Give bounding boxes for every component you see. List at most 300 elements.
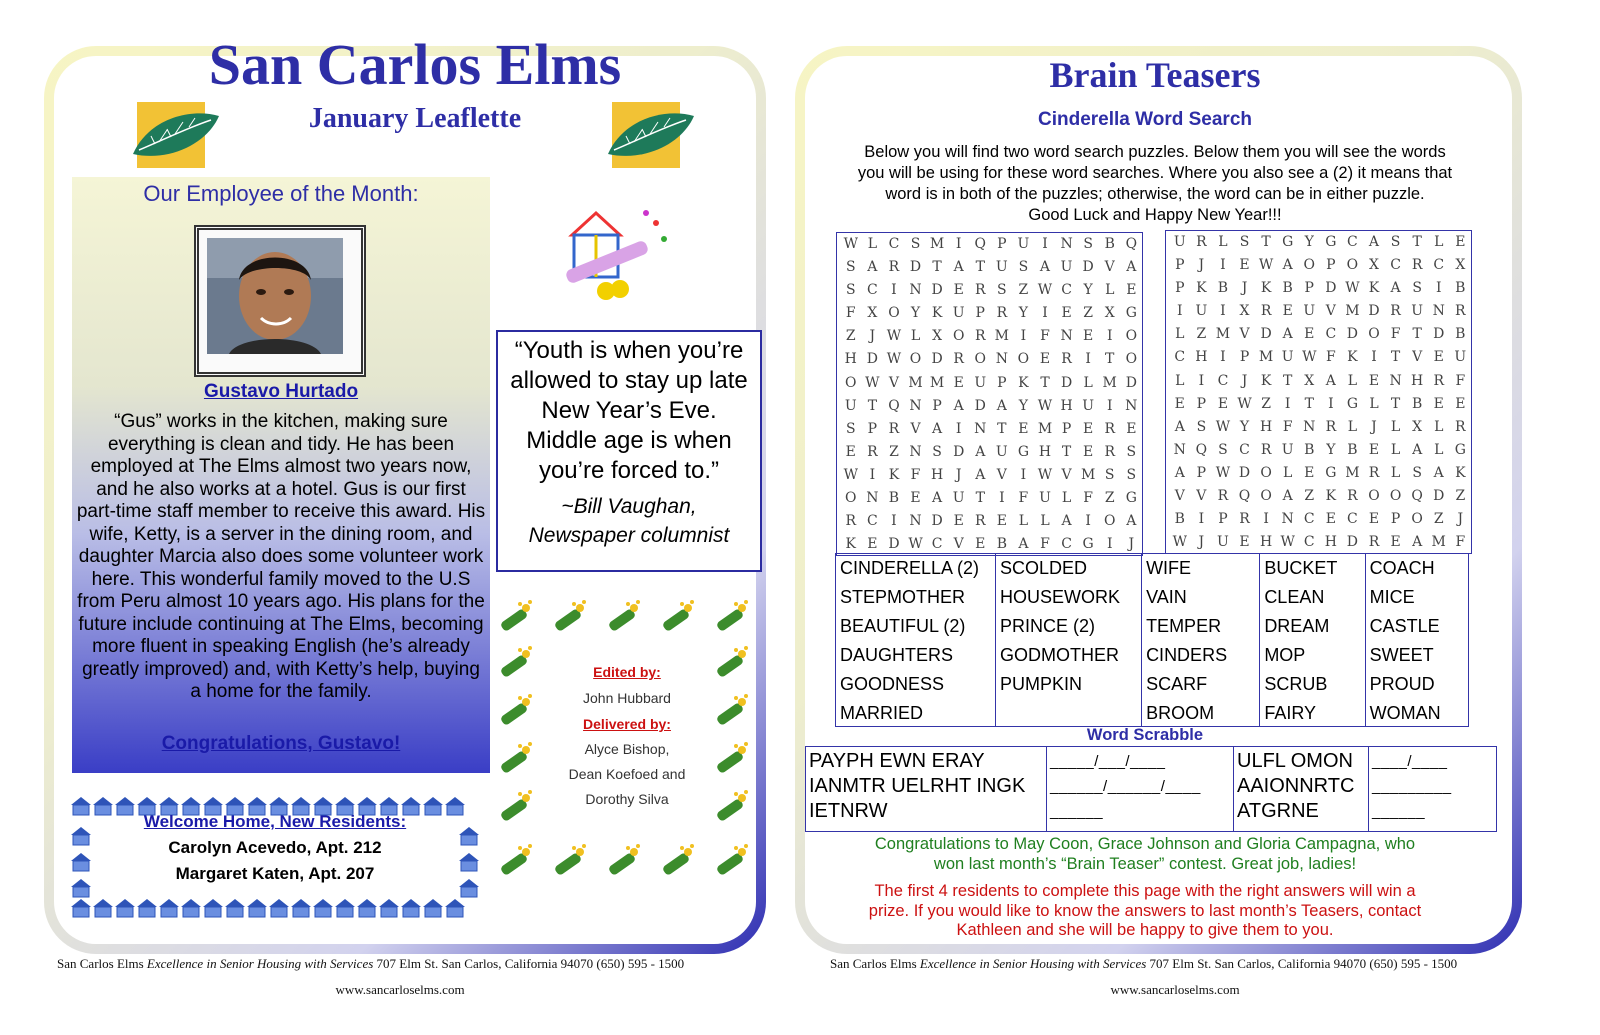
grid-letter[interactable]: N <box>909 397 922 414</box>
grid-letter[interactable]: N <box>974 420 987 437</box>
grid-letter[interactable]: A <box>867 259 878 276</box>
grid-letter[interactable]: C <box>1347 234 1358 250</box>
grid-letter[interactable]: R <box>996 305 1008 322</box>
scramble-answer-blank[interactable]: ______ <box>1372 803 1426 820</box>
grid-letter[interactable]: W <box>886 351 902 368</box>
grid-letter[interactable]: U <box>1017 236 1030 252</box>
grid-letter[interactable]: A <box>1126 259 1137 276</box>
grid-letter[interactable]: M <box>929 374 945 391</box>
grid-letter[interactable]: K <box>1018 374 1029 391</box>
grid-letter[interactable]: Z <box>1083 305 1094 322</box>
grid-letter[interactable]: R <box>1433 372 1444 389</box>
grid-letter[interactable]: R <box>1104 443 1115 460</box>
grid-letter[interactable]: D <box>1368 303 1380 320</box>
grid-letter[interactable]: C <box>1433 257 1445 274</box>
grid-letter[interactable]: S <box>997 282 1007 299</box>
grid-letter[interactable]: W <box>843 466 858 483</box>
grid-letter[interactable]: L <box>1434 234 1444 250</box>
grid-letter[interactable]: M <box>908 374 923 391</box>
grid-letter[interactable]: Q <box>1125 236 1138 252</box>
grid-letter[interactable]: O <box>888 305 900 322</box>
grid-letter[interactable]: N <box>995 351 1008 368</box>
grid-letter[interactable]: Z <box>1455 488 1466 505</box>
grid-letter[interactable]: S <box>910 236 921 252</box>
grid-letter[interactable]: U <box>1281 349 1294 366</box>
grid-letter[interactable]: N <box>1303 418 1316 435</box>
grid-letter[interactable]: K <box>1196 280 1207 297</box>
grid-letter[interactable]: J <box>1241 280 1248 297</box>
grid-letter[interactable]: A <box>1282 257 1293 274</box>
grid-letter[interactable]: T <box>1261 234 1271 250</box>
grid-letter[interactable]: L <box>1283 464 1293 481</box>
grid-letter[interactable]: Q <box>1238 488 1251 505</box>
grid-letter[interactable]: W <box>1302 349 1317 366</box>
grid-letter[interactable]: U <box>844 397 857 414</box>
grid-letter[interactable]: Q <box>1195 441 1208 458</box>
grid-letter[interactable]: K <box>1455 464 1466 481</box>
grid-letter[interactable]: L <box>1040 513 1050 530</box>
grid-letter[interactable]: G <box>1282 234 1294 250</box>
grid-letter[interactable]: U <box>1195 303 1208 320</box>
grid-letter[interactable]: W <box>843 236 858 252</box>
grid-letter[interactable]: D <box>1433 488 1445 505</box>
grid-letter[interactable]: A <box>975 466 986 483</box>
grid-letter[interactable]: X <box>932 328 943 345</box>
grid-letter[interactable]: S <box>845 282 856 299</box>
grid-letter[interactable]: E <box>1126 282 1137 299</box>
grid-letter[interactable]: C <box>1239 441 1250 458</box>
grid-letter[interactable]: E <box>1217 395 1229 412</box>
grid-letter[interactable]: R <box>974 513 986 530</box>
grid-letter[interactable]: C <box>867 513 878 530</box>
grid-letter[interactable]: Y <box>1018 397 1029 414</box>
grid-letter[interactable]: N <box>866 490 879 507</box>
grid-letter[interactable]: E <box>1455 234 1466 250</box>
grid-letter[interactable]: W <box>1037 397 1053 414</box>
grid-letter[interactable]: I <box>1220 257 1226 274</box>
grid-letter[interactable]: R <box>1455 303 1466 320</box>
grid-letter[interactable]: R <box>1411 257 1423 274</box>
grid-letter[interactable]: Z <box>1433 511 1444 528</box>
grid-letter[interactable]: D <box>953 443 965 460</box>
grid-letter[interactable]: U <box>974 374 987 391</box>
grid-letter[interactable]: C <box>1325 326 1337 343</box>
grid-letter[interactable]: P <box>1196 464 1207 481</box>
grid-letter[interactable]: E <box>1368 372 1380 389</box>
grid-letter[interactable]: X <box>1455 257 1466 274</box>
grid-letter[interactable]: W <box>1237 395 1252 412</box>
grid-letter[interactable]: S <box>932 443 942 460</box>
grid-letter[interactable]: L <box>1018 513 1029 530</box>
grid-letter[interactable]: W <box>908 536 923 553</box>
grid-letter[interactable]: F <box>1040 328 1050 345</box>
grid-letter[interactable]: N <box>1281 511 1294 528</box>
grid-letter[interactable]: N <box>1173 441 1186 458</box>
grid-letter[interactable]: U <box>952 305 965 322</box>
grid-letter[interactable]: D <box>1433 326 1445 343</box>
grid-letter[interactable]: O <box>909 351 922 368</box>
grid-letter[interactable]: I <box>1020 328 1027 345</box>
grid-letter[interactable]: O <box>1103 513 1116 530</box>
grid-letter[interactable]: O <box>1125 328 1138 345</box>
grid-letter[interactable]: E <box>1368 441 1380 458</box>
grid-letter[interactable]: G <box>1017 443 1029 460</box>
grid-letter[interactable]: T <box>1390 349 1401 366</box>
grid-letter[interactable]: F <box>1083 490 1093 507</box>
grid-letter[interactable]: K <box>1368 280 1380 297</box>
grid-letter[interactable]: C <box>1347 511 1358 528</box>
grid-letter[interactable]: Q <box>888 397 900 414</box>
grid-letter[interactable]: W <box>1037 466 1053 483</box>
grid-letter[interactable]: O <box>1017 351 1030 368</box>
grid-letter[interactable]: R <box>1196 234 1207 250</box>
grid-letter[interactable]: T <box>1412 234 1422 250</box>
grid-letter[interactable]: O <box>1303 257 1315 274</box>
grid-letter[interactable]: V <box>888 374 899 391</box>
grid-letter[interactable]: C <box>931 536 943 553</box>
grid-letter[interactable]: P <box>932 397 942 414</box>
grid-letter[interactable]: V <box>1239 326 1250 343</box>
grid-letter[interactable]: P <box>1390 511 1401 528</box>
grid-letter[interactable]: H <box>1411 372 1424 389</box>
grid-letter[interactable]: K <box>1260 280 1272 297</box>
grid-letter[interactable]: E <box>1126 420 1137 437</box>
grid-letter[interactable]: W <box>1037 282 1053 299</box>
grid-letter[interactable]: P <box>975 305 985 322</box>
grid-letter[interactable]: C <box>1174 349 1186 366</box>
grid-letter[interactable]: L <box>1083 374 1093 391</box>
grid-letter[interactable]: R <box>888 259 900 276</box>
grid-letter[interactable]: F <box>845 305 856 322</box>
grid-letter[interactable]: T <box>997 420 1007 437</box>
grid-letter[interactable]: K <box>931 305 943 322</box>
grid-letter[interactable]: C <box>867 282 878 299</box>
grid-letter[interactable]: Q <box>974 236 986 252</box>
grid-letter[interactable]: K <box>845 536 857 553</box>
scramble-answer-blank[interactable]: _________ <box>1372 778 1452 795</box>
grid-letter[interactable]: Z <box>845 328 856 345</box>
grid-letter[interactable]: W <box>1215 418 1231 435</box>
grid-letter[interactable]: C <box>1303 534 1315 551</box>
grid-letter[interactable]: I <box>1042 305 1048 322</box>
grid-letter[interactable]: B <box>996 536 1007 553</box>
grid-letter[interactable]: I <box>1198 372 1205 389</box>
scramble-answers-1[interactable] <box>1047 747 1234 831</box>
grid-letter[interactable]: D <box>866 351 878 368</box>
grid-letter[interactable]: J <box>1241 372 1248 389</box>
grid-letter[interactable]: L <box>1061 490 1072 507</box>
grid-letter[interactable]: I <box>891 513 897 530</box>
grid-letter[interactable]: B <box>1282 280 1293 297</box>
grid-letter[interactable]: L <box>1434 418 1444 435</box>
grid-letter[interactable]: I <box>1284 395 1291 412</box>
grid-letter[interactable]: A <box>975 443 986 460</box>
grid-letter[interactable]: A <box>1390 280 1401 297</box>
grid-letter[interactable]: P <box>1196 395 1207 412</box>
grid-letter[interactable]: T <box>932 259 942 276</box>
grid-letter[interactable]: H <box>1038 443 1052 460</box>
grid-letter[interactable]: L <box>1105 282 1115 299</box>
grid-letter[interactable]: Y <box>1304 234 1314 250</box>
grid-letter[interactable]: V <box>1104 259 1115 276</box>
grid-letter[interactable]: O <box>1411 511 1423 528</box>
grid-letter[interactable]: A <box>1412 441 1423 458</box>
grid-letter[interactable]: A <box>1282 326 1293 343</box>
grid-letter[interactable]: I <box>1106 536 1113 553</box>
grid-letter[interactable]: E <box>1390 534 1401 551</box>
grid-letter[interactable]: K <box>888 466 900 483</box>
grid-letter[interactable]: P <box>1175 280 1185 297</box>
grid-letter[interactable]: E <box>1239 534 1250 551</box>
grid-letter[interactable]: Z <box>1196 326 1207 343</box>
grid-letter[interactable]: C <box>1061 282 1072 299</box>
grid-letter[interactable]: I <box>955 236 962 252</box>
grid-letter[interactable]: X <box>1412 418 1423 435</box>
grid-letter[interactable]: P <box>867 420 878 437</box>
grid-letter[interactable]: D <box>931 513 943 530</box>
grid-letter[interactable]: I <box>1198 511 1205 528</box>
grid-letter[interactable]: U <box>995 443 1008 460</box>
grid-letter[interactable]: I <box>1371 349 1377 366</box>
grid-letter[interactable]: R <box>1390 303 1401 320</box>
grid-letter[interactable]: C <box>1390 257 1401 274</box>
grid-letter[interactable]: E <box>1433 349 1444 366</box>
grid-letter[interactable]: D <box>1260 326 1272 343</box>
grid-letter[interactable]: R <box>1347 488 1358 505</box>
grid-letter[interactable]: A <box>1018 536 1029 553</box>
grid-letter[interactable]: U <box>1082 397 1095 414</box>
grid-letter[interactable]: V <box>910 420 921 437</box>
grid-letter[interactable]: R <box>888 420 900 437</box>
grid-letter[interactable]: Z <box>889 443 899 460</box>
grid-letter[interactable]: T <box>1412 326 1422 343</box>
scramble-answers-2[interactable] <box>1369 747 1485 831</box>
grid-letter[interactable]: E <box>1018 420 1029 437</box>
grid-letter[interactable]: N <box>1432 303 1445 320</box>
grid-letter[interactable]: E <box>1174 395 1185 412</box>
grid-letter[interactable]: S <box>1390 234 1401 250</box>
grid-letter[interactable]: P <box>1175 257 1185 274</box>
grid-letter[interactable]: C <box>888 236 900 252</box>
grid-letter[interactable]: X <box>867 305 878 322</box>
grid-letter[interactable]: T <box>1061 443 1072 460</box>
grid-letter[interactable]: S <box>845 420 856 437</box>
grid-letter[interactable]: A <box>932 490 943 507</box>
grid-letter[interactable]: S <box>845 259 856 276</box>
grid-letter[interactable]: E <box>1061 305 1072 322</box>
grid-letter[interactable]: E <box>1304 464 1315 481</box>
grid-letter[interactable]: W <box>886 328 902 345</box>
grid-letter[interactable]: A <box>1282 488 1293 505</box>
grid-letter[interactable]: L <box>867 236 878 252</box>
grid-letter[interactable]: B <box>1174 511 1185 528</box>
grid-letter[interactable]: Q <box>1411 488 1423 505</box>
grid-letter[interactable]: D <box>1082 259 1094 276</box>
grid-letter[interactable]: Y <box>1083 282 1093 299</box>
scramble-answer-blank[interactable]: ______/______/____ <box>1050 778 1201 795</box>
grid-letter[interactable]: R <box>1455 418 1466 435</box>
grid-letter[interactable]: T <box>1040 374 1050 391</box>
grid-letter[interactable]: M <box>1345 464 1360 481</box>
grid-letter[interactable]: T <box>975 490 985 507</box>
grid-letter[interactable]: Z <box>1304 488 1315 505</box>
grid-letter[interactable]: I <box>1085 513 1091 530</box>
grid-letter[interactable]: T <box>1304 395 1314 412</box>
grid-letter[interactable]: O <box>1260 488 1272 505</box>
grid-letter[interactable]: F <box>1325 349 1336 366</box>
grid-letter[interactable]: U <box>1303 303 1316 320</box>
grid-letter[interactable]: G <box>1346 395 1358 412</box>
grid-letter[interactable]: T <box>975 259 985 276</box>
grid-letter[interactable]: D <box>1325 280 1337 297</box>
grid-letter[interactable]: A <box>1368 234 1380 250</box>
scramble-answer-blank[interactable]: ____/____ <box>1372 753 1448 770</box>
grid-letter[interactable]: S <box>1126 443 1137 460</box>
grid-letter[interactable]: G <box>1125 490 1137 507</box>
grid-letter[interactable]: R <box>1368 534 1380 551</box>
grid-letter[interactable]: K <box>1260 372 1272 389</box>
grid-letter[interactable]: L <box>1434 441 1444 458</box>
grid-letter[interactable]: T <box>1390 395 1401 412</box>
grid-letter[interactable]: E <box>867 536 878 553</box>
grid-letter[interactable]: U <box>1411 303 1424 320</box>
grid-letter[interactable]: X <box>1104 305 1115 322</box>
grid-letter[interactable]: E <box>910 490 921 507</box>
grid-letter[interactable]: D <box>1346 534 1359 551</box>
grid-letter[interactable]: B <box>1455 280 1466 297</box>
grid-letter[interactable]: H <box>1060 397 1073 414</box>
grid-letter[interactable]: E <box>1083 328 1094 345</box>
grid-letter[interactable]: R <box>974 282 986 299</box>
grid-letter[interactable]: G <box>1325 234 1337 250</box>
grid-letter[interactable]: A <box>1061 513 1072 530</box>
grid-letter[interactable]: Y <box>910 305 921 322</box>
grid-letter[interactable]: M <box>1431 534 1446 551</box>
grid-letter[interactable]: Z <box>1104 490 1115 507</box>
grid-letter[interactable]: S <box>1196 418 1207 435</box>
grid-letter[interactable]: B <box>1217 280 1229 297</box>
right-footer-url[interactable]: www.sancarloselms.com <box>1110 982 1240 997</box>
grid-letter[interactable]: H <box>1259 418 1273 435</box>
grid-letter[interactable]: I <box>1263 511 1269 528</box>
grid-letter[interactable]: F <box>1390 326 1401 343</box>
grid-letter[interactable]: P <box>997 374 1007 391</box>
grid-letter[interactable]: I <box>1042 236 1048 252</box>
grid-letter[interactable]: D <box>1060 374 1073 391</box>
left-footer-url[interactable]: www.sancarloselms.com <box>335 982 465 997</box>
grid-letter[interactable]: E <box>1455 395 1466 412</box>
grid-letter[interactable]: O <box>1389 488 1402 505</box>
grid-letter[interactable]: G <box>1454 441 1466 458</box>
grid-letter[interactable]: E <box>1325 511 1336 528</box>
grid-letter[interactable]: Y <box>1326 441 1336 458</box>
grid-letter[interactable]: X <box>1239 303 1250 320</box>
grid-letter[interactable]: F <box>910 466 921 483</box>
grid-letter[interactable]: V <box>1174 488 1185 505</box>
grid-letter[interactable]: I <box>955 420 962 437</box>
grid-letter[interactable]: L <box>1347 372 1358 389</box>
grid-letter[interactable]: B <box>888 490 900 507</box>
grid-letter[interactable]: O <box>1368 488 1380 505</box>
grid-letter[interactable]: F <box>1018 490 1029 507</box>
grid-letter[interactable]: G <box>1082 536 1094 553</box>
grid-letter[interactable]: L <box>1369 395 1379 412</box>
grid-letter[interactable]: D <box>931 351 943 368</box>
grid-letter[interactable]: M <box>1215 326 1231 343</box>
grid-letter[interactable]: E <box>1282 303 1293 320</box>
grid-letter[interactable]: B <box>1455 326 1466 343</box>
grid-letter[interactable]: O <box>845 490 857 507</box>
grid-letter[interactable]: I <box>1085 351 1091 368</box>
grid-letter[interactable]: T <box>867 397 878 414</box>
grid-letter[interactable]: H <box>930 466 944 483</box>
grid-letter[interactable]: N <box>909 282 922 299</box>
grid-letter[interactable]: L <box>1390 464 1401 481</box>
grid-letter[interactable]: N <box>909 513 922 530</box>
grid-letter[interactable]: C <box>1217 372 1229 389</box>
grid-letter[interactable]: F <box>1455 372 1466 389</box>
grid-letter[interactable]: N <box>1060 236 1073 252</box>
grid-letter[interactable]: O <box>952 328 965 345</box>
grid-letter[interactable]: O <box>1125 351 1138 368</box>
grid-letter[interactable]: S <box>1218 441 1228 458</box>
grid-letter[interactable]: M <box>1037 420 1053 437</box>
grid-letter[interactable]: P <box>1326 257 1336 274</box>
grid-letter[interactable]: S <box>1126 466 1137 483</box>
grid-letter[interactable]: D <box>974 397 986 414</box>
grid-letter[interactable]: A <box>996 397 1007 414</box>
grid-letter[interactable]: H <box>1195 349 1208 366</box>
scramble-answer-blank[interactable]: _____/___/____ <box>1050 753 1166 770</box>
grid-letter[interactable]: J <box>1198 257 1205 274</box>
grid-letter[interactable]: C <box>1303 511 1315 528</box>
grid-letter[interactable]: I <box>1220 349 1226 366</box>
grid-letter[interactable]: U <box>1454 349 1467 366</box>
grid-letter[interactable]: V <box>1061 466 1072 483</box>
grid-letter[interactable]: I <box>891 282 897 299</box>
grid-letter[interactable]: N <box>1060 328 1073 345</box>
grid-letter[interactable]: W <box>1280 534 1295 551</box>
grid-letter[interactable]: P <box>1304 280 1314 297</box>
grid-letter[interactable]: R <box>1217 488 1229 505</box>
grid-letter[interactable]: A <box>1325 372 1336 389</box>
grid-letter[interactable]: T <box>1283 372 1293 389</box>
grid-letter[interactable]: E <box>953 513 964 530</box>
grid-letter[interactable]: U <box>1281 441 1294 458</box>
grid-letter[interactable]: A <box>1039 259 1051 276</box>
grid-letter[interactable]: D <box>888 536 900 553</box>
grid-letter[interactable]: M <box>1102 374 1117 391</box>
grid-letter[interactable]: E <box>996 513 1007 530</box>
grid-letter[interactable]: N <box>909 443 922 460</box>
grid-letter[interactable]: O <box>1260 464 1272 481</box>
grid-letter[interactable]: D <box>1238 464 1251 481</box>
grid-letter[interactable]: E <box>1239 257 1250 274</box>
grid-letter[interactable]: J <box>1371 418 1377 435</box>
grid-letter[interactable]: M <box>1345 303 1360 320</box>
grid-letter[interactable]: A <box>1433 464 1444 481</box>
grid-letter[interactable]: U <box>995 259 1008 276</box>
grid-letter[interactable]: E <box>1083 420 1094 437</box>
grid-letter[interactable]: W <box>1345 280 1360 297</box>
grid-letter[interactable]: I <box>1020 466 1027 483</box>
grid-letter[interactable]: N <box>1125 397 1138 414</box>
grid-letter[interactable]: E <box>953 374 964 391</box>
grid-letter[interactable]: D <box>1346 326 1359 343</box>
grid-letter[interactable]: S <box>1239 234 1250 250</box>
grid-letter[interactable]: I <box>1220 303 1226 320</box>
grid-letter[interactable]: K <box>1347 349 1358 366</box>
